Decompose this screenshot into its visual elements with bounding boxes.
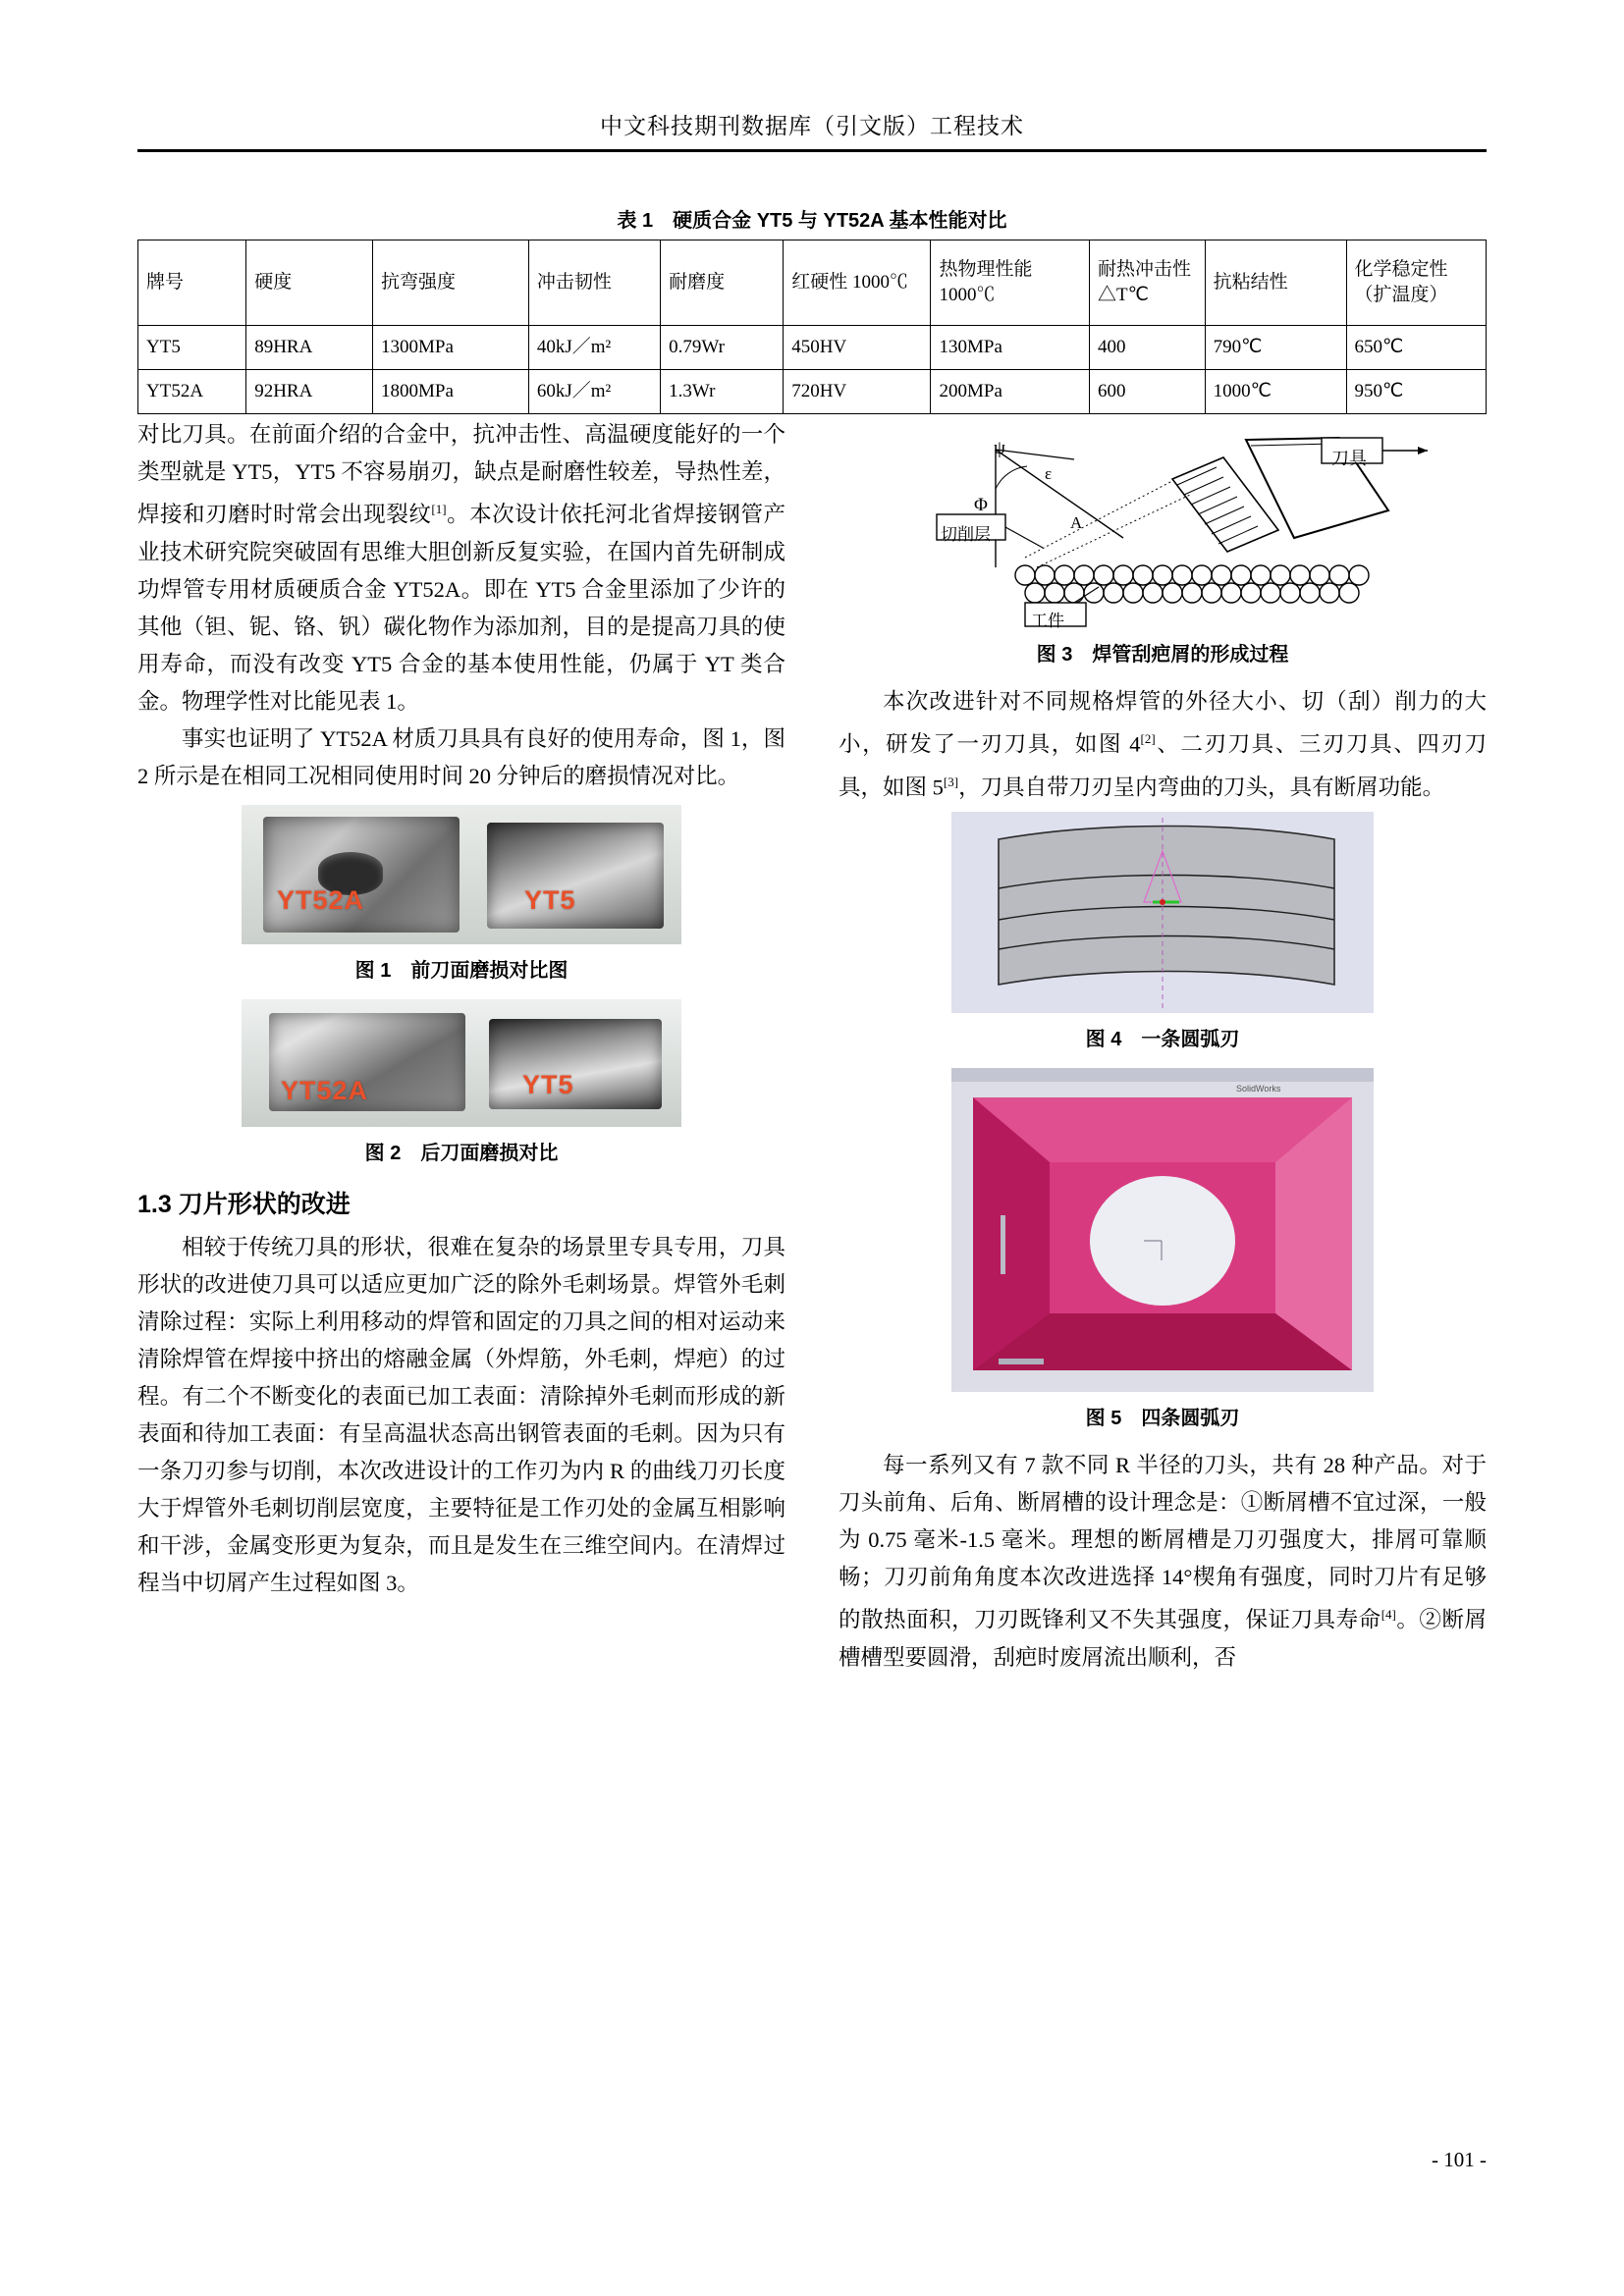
table-header-cell: 热物理性能 1000℃ (931, 240, 1090, 326)
figure-2-image (242, 999, 681, 1127)
table-header-cell: 硬度 (246, 240, 373, 326)
insert-yt5 (489, 1019, 662, 1109)
table-cell: 650℃ (1346, 326, 1486, 370)
paragraph-text: 对比刀具。在前面介绍的合金中，抗冲击性、高温硬度能好的一个类型就是 YT5，YT5 不容易崩刃，缺点是耐磨性较差，导热性差，焊接和刃磨时时常会出现裂纹 (137, 422, 785, 527)
table-cell: YT52A (138, 370, 246, 414)
table-header-row (138, 240, 1487, 326)
figure-3-label-a: A (1070, 513, 1083, 532)
performance-table (137, 240, 1487, 414)
table-cell: 400 (1090, 326, 1206, 370)
paragraph-text: 每一系列又有 7 款不同 R 半径的刀头，共有 28 种产品。对于刀头前角、后角、断屑槽的设计理念是：①断屑槽不宜过深，一般为 0.75 毫米-1.5 毫米。理想的断屑槽是刀刃强度大，排屑可靠顺畅；刀刃前角角度本次改进选择 14°楔角有强度，同时刀片有足够的散热面积，刀刃既锋利又不失其强度，保证刀具寿命 (839, 1453, 1487, 1632)
table-row (138, 370, 1487, 414)
citation-marker: [1] (431, 502, 447, 516)
table-cell: 40kJ／m² (528, 326, 660, 370)
table-header-cell: 耐热冲击性 △T℃ (1090, 240, 1206, 326)
table-cell: 1300MPa (373, 326, 529, 370)
figure-3-label-psi: ψ (994, 438, 1005, 458)
right-column (839, 416, 1487, 1677)
table-header-cell: 红硬性 1000℃ (784, 240, 931, 326)
table-cell: 450HV (784, 326, 931, 370)
page-header: 中文科技期刊数据库（引文版）工程技术 (600, 114, 1024, 138)
table-cell: 1.3Wr (661, 370, 784, 414)
table-cell: 950℃ (1346, 370, 1486, 414)
paragraph (839, 1447, 1487, 1677)
paragraph (839, 683, 1487, 806)
table-header-cell: 化学稳定性（扩温度） (1346, 240, 1486, 326)
table-row (138, 326, 1487, 370)
figure-1-caption: 图 1 前刀面磨损对比图 (354, 959, 568, 982)
table-caption: 表 1 硬质合金 YT5 与 YT52A 基本性能对比 (617, 210, 1007, 232)
figure-4-svg (951, 812, 1374, 1013)
figure-3-label-epsilon: ε (1045, 464, 1053, 483)
figure-5-image (951, 1068, 1374, 1392)
table-header-cell: 冲击韧性 (528, 240, 660, 326)
figure-5-svg (951, 1068, 1374, 1392)
svg-text:SolidWorks: SolidWorks (1236, 1084, 1281, 1094)
table-cell: 790℃ (1205, 326, 1346, 370)
figure-3-label-cut-layer: 切削层 (941, 525, 991, 544)
paragraph-text-end: ，刀具自带刀刃呈内弯曲的刀头，具有断屑功能。 (958, 774, 1445, 799)
figure-4-caption: 图 4 一条圆弧刃 (1085, 1029, 1240, 1050)
table-cell: 89HRA (246, 326, 373, 370)
figure-1-label-yt5: YT5 (524, 884, 576, 915)
table-cell: 0.79Wr (661, 326, 784, 370)
figure-4-image (951, 812, 1374, 1013)
paragraph: 相较于传统刀具的形状，很难在复杂的场景里专具专用，刀具形状的改进使刀具可以适应更加广泛的除外毛刺场景。焊管外毛刺清除过程：实际上利用移动的焊管和固定的刀具之间的相对运动来清除焊管在焊接中挤出的熔融金属（外焊筋，外毛刺，焊疤）的过程。有二个不断变化的表面已加工表面：清除掉外毛刺而形成的新表面和待加工表面：有呈高温状态高出钢管表面的毛刺。因为只有一条刀刃参与切削，本次改进设计的工作刃为内 R 的曲线刀刃长度大于焊管外毛刺切削层宽度，主要特征是工作刃处的金属互相影响和干涉，金属变形更为复杂，而且是发生在三维空间内。在清焊过程当中切屑产生过程如图 3。 (137, 1234, 785, 1595)
figure-2-caption: 图 2 后刀面磨损对比 (364, 1142, 559, 1164)
figure-3-label-phi: Φ (974, 495, 988, 515)
table-cell: 1000℃ (1205, 370, 1346, 414)
header-divider (137, 149, 1487, 152)
table-cell: 600 (1090, 370, 1206, 414)
paragraph: 事实也证明了 YT52A 材质刀具具有良好的使用寿命，图 1，图 2 所示是在相同工况相同使用时间 20 分钟后的磨损情况对比。 (137, 725, 785, 788)
table-cell: 720HV (784, 370, 931, 414)
paragraph-text-mid: 、二刃刀具、三刃刀具、四刃刀具，如图 5 (839, 731, 1487, 799)
figure-3-caption: 图 3 焊管刮疤屑的形成过程 (1036, 644, 1289, 666)
table-cell: 60kJ／m² (528, 370, 660, 414)
citation-marker: [2] (1140, 731, 1156, 746)
table-cell: 130MPa (931, 326, 1090, 370)
figure-2-label-yt52a: YT52A (281, 1075, 369, 1105)
paragraph (137, 416, 785, 721)
table-header-cell: 耐磨度 (661, 240, 784, 326)
citation-marker: [4] (1380, 1607, 1396, 1622)
figure-3-label-tool: 刀具 (1331, 449, 1367, 468)
table-cell: 200MPa (931, 370, 1090, 414)
table-cell: YT5 (138, 326, 246, 370)
paragraph-text: 本次改进针对不同规格焊管的外径大小、切（刮）削力的大小，研发了一刃刀具，如图 4 (839, 689, 1487, 757)
left-column (137, 416, 785, 1602)
figure-1-image (242, 805, 681, 944)
figure-1-label-yt52a: YT52A (277, 884, 365, 915)
paragraph-text-end: 。②断屑槽槽型要圆滑，刮疤时废屑流出顺利，否 (839, 1607, 1487, 1670)
figure-3-label-workpiece: 工件 (1031, 612, 1064, 630)
citation-marker: [3] (943, 774, 959, 789)
table-header-cell: 牌号 (138, 240, 246, 326)
figure-5-caption: 图 5 四条圆弧刃 (1085, 1408, 1240, 1429)
page-number: - 101 - (1432, 2148, 1487, 2171)
figure-3-image (878, 420, 1447, 628)
table-header-cell: 抗弯强度 (373, 240, 529, 326)
table-cell: 92HRA (246, 370, 373, 414)
table-header-cell: 抗粘结性 (1205, 240, 1346, 326)
section-heading: 1.3 刀片形状的改进 (137, 1190, 351, 1218)
figure-2-label-yt5: YT5 (522, 1069, 574, 1099)
paragraph-text-cont: 。本次设计依托河北省焊接钢管产业技术研究院突破固有思维大胆创新反复实验，在国内首先研制成功焊管专用材质硬质合金 YT52A。即在 YT5 合金里添加了少许的其他（钽、铌、铬、钒）碳化物作为添加剂，目的是提高刀具的使用寿命，而没有改变 YT5 合金的基本使用性能，仍属于 YT 类合金。物理学性对比能见表 1。 (137, 502, 785, 714)
table-cell: 1800MPa (373, 370, 529, 414)
